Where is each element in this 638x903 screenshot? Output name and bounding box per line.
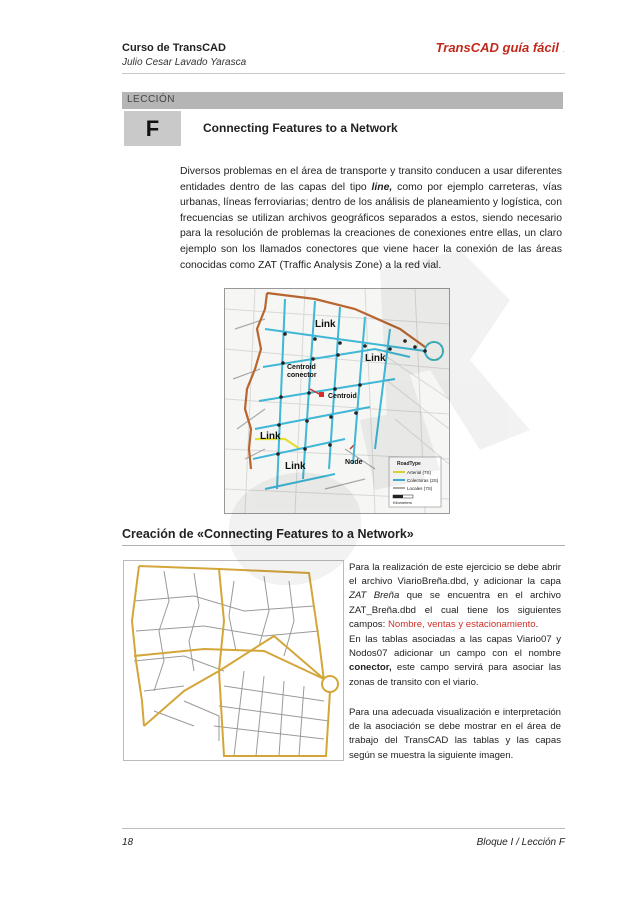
- side-p1-text-c: .: [535, 618, 539, 630]
- section-divider: [122, 545, 565, 546]
- lesson-letter: F: [145, 116, 160, 141]
- side-p2-text-c: este campo servirá para asociar las zonas de transito con el viario.: [349, 662, 561, 688]
- label-link-1: Link: [315, 319, 336, 330]
- section-title: Creación de «Connecting Features to a Network»: [122, 527, 414, 541]
- network-map-figure: [224, 288, 450, 514]
- guide-title-dot: .: [562, 44, 565, 54]
- side-p2-bold: conector,: [349, 662, 392, 674]
- intro-text-1: Diversos problemas en el área de transporte y transito conducen a usar diferentes entidades dentro de las capas del tipo: [180, 166, 562, 193]
- zone-map-figure: [123, 560, 344, 761]
- intro-text-2: como por ejemplo carreteras, vías urbanas, líneas ferroviarias; dentro de los análisis de planeamiento y logística, con frecuencias se utilizan archivos geográficos separados a estos, siendo necesario para la resolución de problemas la creaciones de conexiones entre ellas, un claro ejemplo son los llamados conectores que viene hacer la conexión de las áreas conocidas como ZAT (Traffic Analysis Zone) a la red vial.: [180, 181, 563, 271]
- guide-title-text: TransCAD guía fácil: [435, 40, 559, 55]
- legend-item-colectoras: Colectoras (2S): [407, 478, 439, 483]
- page-number: 18: [122, 837, 134, 848]
- zone-map: [124, 561, 343, 760]
- network-map: [225, 289, 449, 513]
- side-p2-text-a: En las tablas asociadas a las capas Viario07 y Nodos07 adicionar un campo con el nombre: [349, 634, 561, 660]
- side-paragraph-3: Para una adecuada visualización e interpretación de la asociación se debe mostrar en el área de trabajo del TransCAD las tablas y las capas según se muestra la siguiente imagen.: [349, 707, 561, 761]
- side-p1-text-a: Para la realización de este ejercicio se debe abrir el archivo ViarioBreña.dbd, y adicionar la capa: [349, 562, 561, 588]
- legend-scale: Kilometers: [393, 500, 412, 505]
- map-legend: [389, 457, 441, 507]
- side-paragraph-2: [349, 633, 561, 690]
- intro-emphasis: line,: [371, 181, 393, 193]
- header-divider: [122, 73, 565, 74]
- label-link-2: Link: [365, 353, 386, 364]
- intro-paragraph: [180, 164, 562, 273]
- label-centroid-conector-1: Centroid: [287, 364, 316, 371]
- side-paragraph-1: [349, 561, 561, 632]
- lesson-label: LECCIÓN: [127, 94, 175, 105]
- author-name: Julio Cesar Lavado Yarasca: [122, 57, 247, 68]
- legend-item-arterial: Arterial (7S): [407, 470, 432, 475]
- label-centroid-conector-2: conector: [287, 372, 317, 379]
- course-title: Curso de TransCAD: [122, 42, 226, 54]
- label-centroid: Centroid: [328, 393, 357, 400]
- guide-title: [436, 40, 565, 55]
- lesson-title: Connecting Features to a Network: [203, 121, 398, 135]
- label-link-4: Link: [285, 461, 306, 472]
- side-p1-emphasis: ZAT Breña: [349, 590, 400, 602]
- footer-block-label: Bloque I / Lección F: [476, 837, 565, 848]
- lesson-bar: [122, 92, 563, 109]
- label-link-3: Link: [260, 431, 281, 442]
- footer-divider: [122, 828, 565, 829]
- legend-title: RoadType: [397, 461, 421, 467]
- legend-item-locales: Locales (7S): [407, 486, 433, 491]
- side-p1-text-b: que se encuentra en el archivo ZAT_Breña.dbd el cual tiene los siguientes campos:: [349, 590, 561, 630]
- side-p1-fields: Nombre, ventas y estacionamiento: [387, 618, 536, 630]
- label-node: Node: [345, 459, 363, 466]
